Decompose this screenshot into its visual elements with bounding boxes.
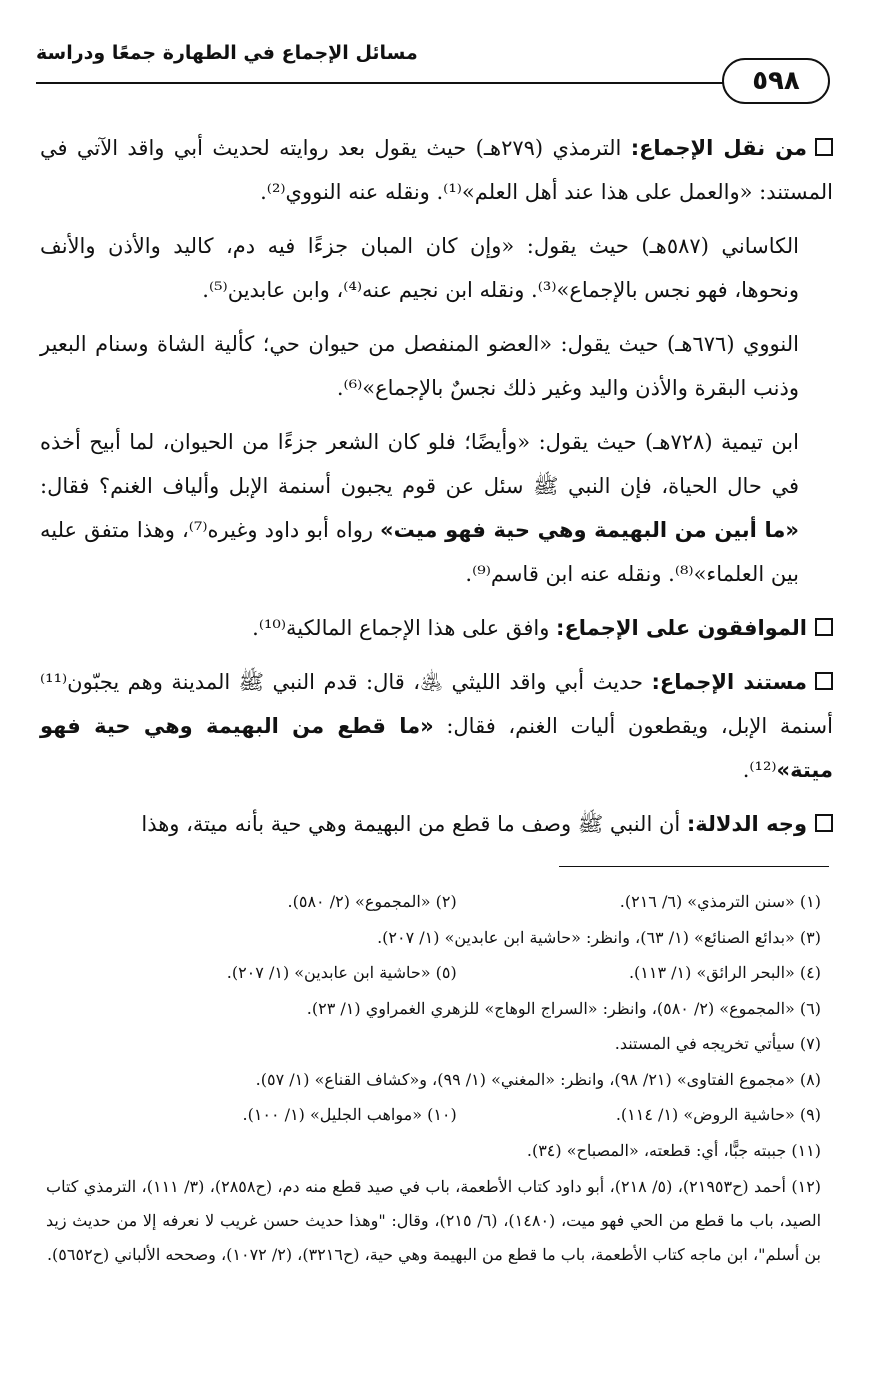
footnote-12: (١٢) أحمد (ح٢١٩٥٣)، (٥/ ٢١٨)، أبو داود كتاب الأطعمة، باب في صيد قطع منه دم، (ح٢٨٥٨)، (٣/ ١١١)، الترمذي كتاب الصيد، باب ما قطع من الحي فهو ميت، (١٤٨٠)، (٦/ ٢١٥)، وقال: "وهذا حديث حسن غريب لا نعرفه إلا من حديث زيد بن أسلم"، ابن ماجه كتاب الأطعمة، باب ما قطع من البهيمة وهي حية، (ح٣٢١٦)، (٢/ ١٠٧٢)، وصححه الألباني (ح٥٦٥٢). [46, 1177, 822, 1264]
square-bullet-icon [815, 618, 833, 636]
paragraph-agreeing [40, 606, 833, 650]
footnote-9: (٩) «حاشية الروض» (١/ ١١٤). [615, 1105, 821, 1124]
footnote-2: (٢) «المجموع» (٢/ ٥٨٠). [287, 892, 457, 911]
footnote-6: (٦) «المجموع» (٢/ ٥٨٠)، وانظر: «السراج الوهاج» للزهري الغمراوي (١/ ٢٣). [306, 998, 821, 1018]
footnote-4: (٤) «البحر الرائق» (١/ ١١٣). [628, 963, 821, 982]
section-heading: الموافقون على الإجماع: [556, 616, 807, 640]
footnotes [46, 884, 821, 1272]
footnote-row [46, 955, 821, 991]
paragraph-text: رواه أبو داود وغيره⁽⁷⁾، وهذا متفق عليه بين العلماء»⁽⁸⁾. ونقله عنه ابن قاسم⁽⁹⁾. [40, 518, 799, 586]
footnote-row [46, 884, 821, 920]
footnote-10: (١٠) «مواهب الجليل» (١/ ١٠٠). [242, 1105, 457, 1124]
square-bullet-icon [815, 672, 833, 690]
paragraph-text: أن النبي ﷺ وصف ما قطع من البهيمة وهي حية بأنه ميتة، وهذا [141, 812, 687, 836]
section-heading: من نقل الإجماع: [630, 136, 807, 160]
square-bullet-icon [815, 138, 833, 156]
footnote-row [46, 1097, 821, 1133]
running-header-title: مسائل الإجماع في الطهارة جمعًا ودراسة [36, 42, 418, 64]
hadith-quote: «ما أبين من البهيمة وهي حية فهو ميت» [380, 518, 799, 542]
paragraph-nawawi [40, 322, 833, 410]
paragraph-text: الترمذي (٢٧٩هـ) حيث يقول بعد روايته لحديث أبي واقد الآتي في المستند: «والعمل على هذا عند أهل العلم»⁽¹⁾. ونقله عنه النووي⁽²⁾. [40, 136, 833, 204]
paragraph-basis [40, 660, 833, 792]
footnote-1: (١) «سنن الترمذي» (٦/ ٢١٦). [619, 892, 821, 911]
paragraph-ijma-transmitters [40, 126, 833, 214]
footnote-3: (٣) «بدائع الصنائع» (١/ ٦٣)، وانظر: «حاشية ابن عابدين» (١/ ٢٠٧). [377, 927, 821, 947]
paragraph-text: النووي (٦٧٦هـ) حيث يقول: «العضو المنفصل من حيوان حي؛ كألية الشاة وسنام البعير وذنب البقرة والأذن واليد وغير ذلك نجسٌ بالإجماع»⁽⁶⁾. [40, 332, 799, 400]
paragraph-evidence [40, 802, 833, 846]
paragraph-text: وافق على هذا الإجماع المالكية⁽¹⁰⁾. [252, 616, 557, 640]
footnote-8: (٨) «مجموع الفتاوى» (٢١/ ٩٨)، وانظر: «المغني» (١/ ٩٩)، و«كشاف القناع» (١/ ٥٧). [255, 1069, 821, 1089]
paragraph-text: الكاساني (٥٨٧هـ) حيث يقول: «وإن كان المبان جزءًا فيه دم، كاليد والأذن والأنف ونحوها، فهو نجس بالإجماع»⁽³⁾. ونقله ابن نجيم عنه⁽⁴⁾، وابن عابدين⁽⁵⁾. [40, 234, 799, 302]
footnote-5: (٥) «حاشية ابن عابدين» (١/ ٢٠٧). [226, 963, 457, 982]
square-bullet-icon [815, 814, 833, 832]
section-heading: مستند الإجماع: [651, 670, 807, 694]
section-heading: وجه الدلالة: [686, 812, 807, 836]
paragraph-text: حديث أبي واقد الليثي ﵁، قال: قدم النبي ﷺ المدينة وهم يجبّون⁽¹¹⁾ أسنمة الإبل، ويقطعون أليات الغنم، فقال: [40, 670, 833, 738]
main-text [40, 126, 833, 856]
footnote-separator [559, 866, 829, 867]
hadith-quote: «ما قطع من البهيمة وهي حية فهو ميتة» [40, 714, 833, 782]
paragraph-kasani [40, 224, 833, 312]
footnote-11: (١١) جببته جبًّا، أي: قطعته، «المصباح» (٣٤). [526, 1140, 821, 1160]
page-number: ٥٩٨ [722, 58, 830, 104]
paragraph-text: ⁽¹²⁾. [742, 758, 777, 782]
footnote-7: (٧) سيأتي تخريجه في المستند. [614, 1034, 821, 1053]
header-rule [36, 82, 759, 84]
paragraph-text: ابن تيمية (٧٢٨هـ) حيث يقول: «وأيضًا؛ فلو كان الشعر جزءًا من الحيوان، لما أبيح أخذه في حال الحياة، فإن النبي ﷺ سئل عن قوم يجبون أسنمة الإبل وألياف الغنم؟ فقال: [40, 430, 799, 498]
paragraph-ibn-taymiyya [40, 420, 833, 596]
